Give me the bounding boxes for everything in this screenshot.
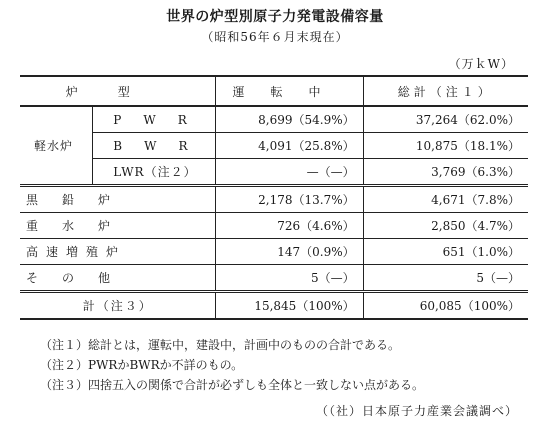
- note-item: [40, 335, 424, 355]
- row-type: その他: [20, 265, 216, 292]
- row-type: 黒鉛炉: [20, 186, 216, 213]
- table-total-row: [20, 292, 528, 320]
- table-title: 世界の炉型別原子力発電設備容量: [166, 9, 384, 25]
- row-operating: —（—）: [216, 159, 363, 186]
- header-total: 総計（注１）: [363, 76, 528, 106]
- header-operating: 運転中: [216, 76, 363, 106]
- total-operating: 15,845（100%）: [216, 292, 363, 320]
- table-row: [20, 213, 528, 239]
- note-label: （注１）: [40, 338, 89, 352]
- total-label: 計（注３）: [20, 292, 216, 320]
- table-row: [20, 106, 528, 133]
- row-total: 10,875（18.1%）: [363, 133, 528, 159]
- row-type: 高速増殖炉: [20, 239, 216, 265]
- table-subtitle: （昭和56年６月末現在）: [201, 30, 349, 44]
- unit-label: （万ｋW）: [448, 57, 514, 71]
- source-note: （（社）日本原子力産業会議調べ）: [315, 404, 518, 418]
- total-total: 60,085（100%）: [363, 292, 528, 320]
- row-operating: 4,091（25.8%）: [216, 133, 363, 159]
- note-item: [40, 375, 424, 395]
- row-operating: 726（4.6%）: [216, 213, 363, 239]
- row-type: PWR: [93, 106, 216, 133]
- note-text: 四捨五入の関係で合計が必ずしも全体と一致しない点がある。: [88, 378, 425, 392]
- table-header-row: [20, 76, 528, 106]
- table-row: [20, 186, 528, 213]
- row-operating: 8,699（54.9%）: [216, 106, 363, 133]
- row-type: BWR: [93, 133, 216, 159]
- note-text: 総計とは，運転中，建設中，計画中のものの合計である。: [88, 338, 401, 352]
- row-total: 651（1.0%）: [363, 239, 528, 265]
- row-type: LWR（注２）: [93, 159, 216, 186]
- row-total: 37,264（62.0%）: [363, 106, 528, 133]
- row-total: 5（—）: [363, 265, 528, 292]
- row-total: 3,769（6.3%）: [363, 159, 528, 186]
- row-operating: 147（0.9%）: [216, 239, 363, 265]
- row-operating: 2,178（13.7%）: [216, 186, 363, 213]
- note-label: （注２）: [40, 358, 89, 372]
- note-label: （注３）: [40, 378, 89, 392]
- table-row: [20, 133, 528, 159]
- header-reactor-type: 炉型: [20, 76, 216, 106]
- note-text: PWRかBWRか不詳のもの。: [88, 358, 244, 372]
- row-total: 4,671（7.8%）: [363, 186, 528, 213]
- row-operating: 5（—）: [216, 265, 363, 292]
- group-label-light-water: 軽水炉: [34, 139, 74, 153]
- notes-block: [40, 335, 424, 395]
- table-row: [20, 265, 528, 292]
- capacity-table: [20, 75, 528, 320]
- table-row: [20, 159, 528, 186]
- row-total: 2,850（4.7%）: [363, 213, 528, 239]
- note-item: [40, 355, 424, 375]
- row-type: 重水炉: [20, 213, 216, 239]
- table-row: [20, 239, 528, 265]
